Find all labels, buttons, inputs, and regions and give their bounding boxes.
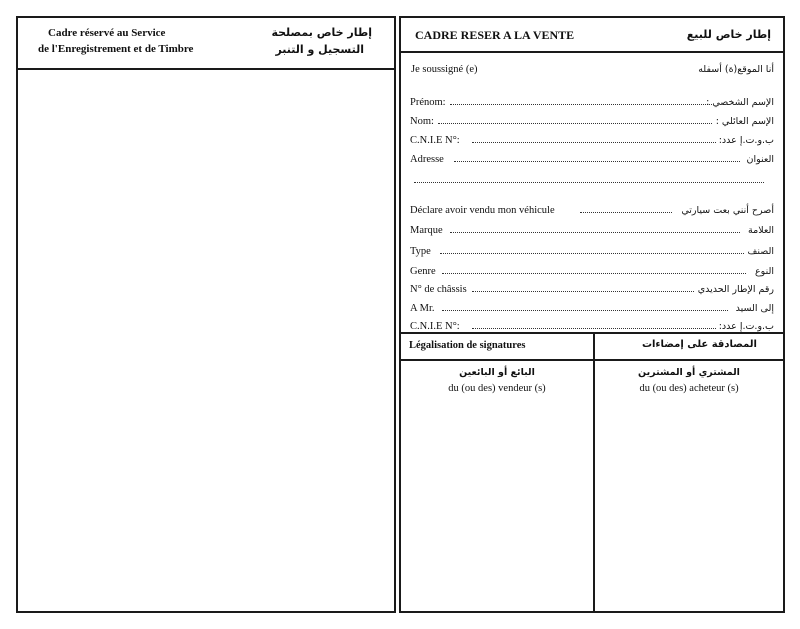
buyer-label-ar: المشتري أو المشترين bbox=[638, 367, 740, 378]
declare-label-ar: أصرح أنني بعت سيارتي bbox=[681, 205, 774, 216]
marque-label-fr: Marque bbox=[410, 225, 443, 236]
amr-row bbox=[410, 299, 774, 315]
registration-title-ar-line2: التسجيل و التنبر bbox=[275, 43, 364, 56]
soussigne-label-ar: أنا الموقع(ة) أسفله bbox=[698, 64, 774, 75]
adresse-field[interactable] bbox=[454, 161, 740, 162]
seller-label-ar: البائع أو البائعين bbox=[459, 367, 535, 378]
amr-label-fr: A Mr. bbox=[410, 303, 435, 314]
marque-label-ar: العلامة bbox=[748, 225, 774, 236]
genre-row bbox=[410, 262, 774, 278]
buyer-signature-area[interactable] bbox=[595, 403, 783, 611]
adresse-label-fr: Adresse bbox=[410, 154, 444, 165]
sale-title-ar: إطار خاص للبيع bbox=[686, 28, 771, 41]
cnie2-label-ar: ب.و.ت.إ عدد: bbox=[718, 321, 774, 332]
type-label-fr: Type bbox=[410, 246, 431, 257]
registration-frame bbox=[16, 16, 396, 613]
legalisation-top-border bbox=[401, 332, 783, 334]
declare-field[interactable] bbox=[580, 212, 672, 213]
prenom-field[interactable] bbox=[450, 104, 712, 105]
nom-label-fr: Nom: bbox=[410, 116, 434, 127]
chassis-field[interactable] bbox=[472, 291, 694, 292]
soussigne-label-fr: Je soussigné (e) bbox=[411, 64, 478, 75]
chassis-row bbox=[410, 280, 774, 296]
buyer-label-fr: du (ou des) acheteur (s) bbox=[639, 383, 739, 394]
seller-signature-area[interactable] bbox=[401, 403, 593, 611]
cnie-label-fr: C.N.I.E N°: bbox=[410, 135, 460, 146]
sale-frame-header bbox=[401, 18, 783, 53]
registration-title-ar-line1: إطار خاص بمصلحة bbox=[271, 26, 372, 39]
cnie2-field[interactable] bbox=[472, 328, 716, 329]
prenom-row bbox=[410, 93, 774, 109]
type-field[interactable] bbox=[440, 253, 744, 254]
adresse-row bbox=[410, 150, 774, 166]
genre-label-ar: النوع bbox=[755, 266, 774, 277]
prenom-label-ar: الإسم الشخصي : bbox=[706, 97, 774, 108]
prenom-label-fr: Prénom: bbox=[410, 97, 446, 108]
cnie-label-ar: ب.و.ت.إ عدد: bbox=[718, 135, 774, 146]
cnie-row bbox=[410, 131, 774, 147]
chassis-label-ar: رقم الإطار الحديدي bbox=[697, 284, 774, 295]
sale-frame bbox=[399, 16, 785, 613]
nom-label-ar: الإسم العائلي : bbox=[715, 116, 774, 127]
genre-label-fr: Genre bbox=[410, 266, 436, 277]
marque-field[interactable] bbox=[450, 232, 740, 233]
legalisation-label-fr: Légalisation de signatures bbox=[409, 340, 526, 351]
seller-label-fr: du (ou des) vendeur (s) bbox=[448, 383, 546, 394]
registration-title-fr-line1: Cadre réservé au Service bbox=[48, 27, 166, 39]
registration-frame-header bbox=[18, 18, 394, 70]
type-label-ar: الصنف bbox=[747, 246, 774, 257]
genre-field[interactable] bbox=[442, 273, 746, 274]
adresse-label-ar: العنوان bbox=[746, 154, 774, 165]
declare-label-fr: Déclare avoir vendu mon véhicule bbox=[410, 205, 555, 216]
sale-title-fr: CADRE RESER A LA VENTE bbox=[415, 28, 575, 42]
cnie2-label-fr: C.N.I.E N°: bbox=[410, 321, 460, 332]
registration-blank-area[interactable] bbox=[18, 70, 394, 611]
legalisation-label-ar: المصادقة على إمضاءات bbox=[641, 339, 757, 350]
chassis-label-fr: N° de châssis bbox=[410, 284, 467, 295]
amr-label-ar: إلى السيد bbox=[735, 303, 774, 314]
amr-field[interactable] bbox=[442, 310, 728, 311]
legalisation-header-border bbox=[401, 359, 783, 361]
cnie-field[interactable] bbox=[472, 142, 716, 143]
adresse-continuation-row bbox=[410, 171, 774, 187]
cnie2-row bbox=[410, 317, 774, 333]
nom-field[interactable] bbox=[438, 123, 712, 124]
marque-row bbox=[410, 221, 774, 237]
nom-row bbox=[410, 112, 774, 128]
declare-row bbox=[410, 201, 774, 217]
type-row bbox=[410, 242, 774, 258]
registration-title-fr-line2: de l'Enregistrement et de Timbre bbox=[38, 43, 194, 55]
adresse-field-line2[interactable] bbox=[414, 182, 764, 183]
